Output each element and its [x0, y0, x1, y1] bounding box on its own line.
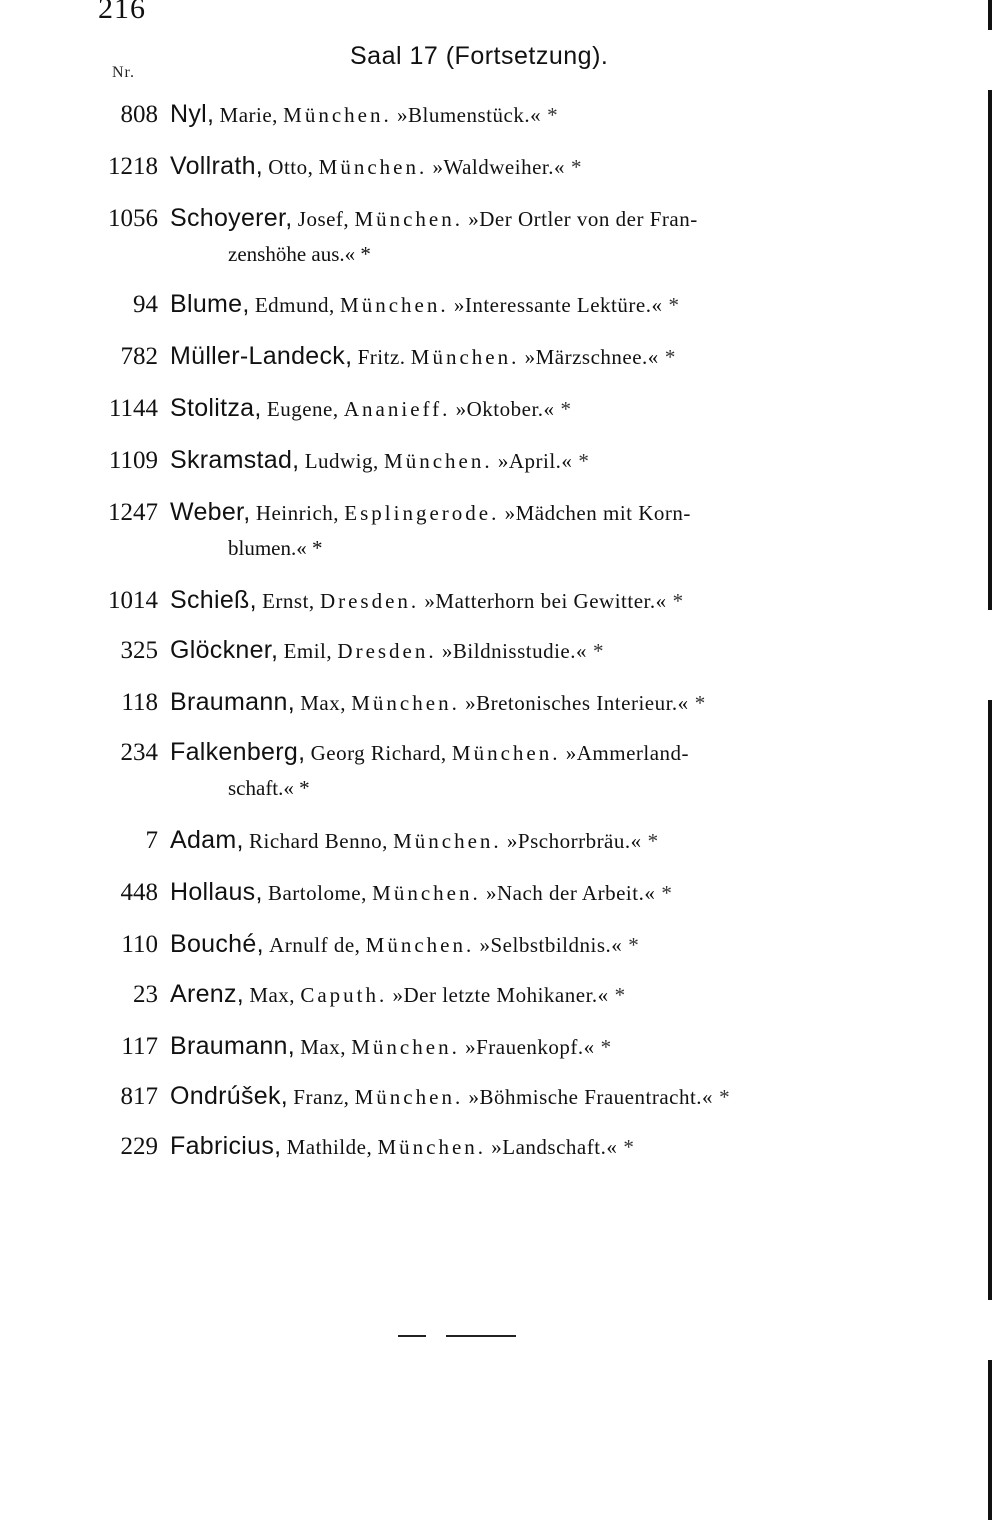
artwork-title: »Ammerland-: [565, 741, 690, 765]
entry-number: 1014: [108, 587, 158, 614]
artist-given-name: Edmund,: [254, 293, 335, 317]
artwork-title: »Matterhorn bei Gewitter.«: [424, 589, 667, 613]
artist-city: München.: [354, 207, 464, 231]
artist-given-name: Richard Benno,: [249, 829, 388, 853]
artist-given-name: Fritz.: [357, 345, 406, 369]
binding-mark: [988, 0, 992, 30]
entry-number: 234: [120, 739, 158, 766]
artist-given-name: Mathilde,: [286, 1135, 373, 1159]
end-rule-short: [398, 1335, 426, 1337]
asterisk-mark: *: [672, 589, 684, 613]
asterisk-mark: *: [628, 933, 639, 957]
artist-surname: Hollaus,: [170, 878, 263, 906]
artist-surname: Fabricius,: [170, 1132, 282, 1160]
artist-surname: Blume,: [170, 290, 250, 318]
artist-given-name: Marie,: [219, 103, 278, 127]
artist-given-name: Bartolome,: [267, 881, 367, 905]
running-title: Saal 17 (Fortsetzung).: [350, 42, 609, 70]
entry-number: 118: [121, 689, 158, 716]
catalog-entry: [0, 684, 900, 720]
column-label-nr: Nr.: [112, 64, 135, 81]
artist-given-name: Heinrich,: [255, 501, 340, 525]
artwork-title: »Nach der Arbeit.«: [485, 881, 656, 905]
asterisk-mark: *: [694, 691, 706, 715]
artwork-title: »Der letzte Mohikaner.«: [392, 983, 609, 1007]
artist-surname: Müller-Landeck,: [170, 342, 353, 370]
artist-city: Ananieff.: [343, 397, 451, 421]
artist-surname: Glöckner,: [170, 636, 279, 664]
artist-given-name: Georg Richard,: [310, 741, 447, 765]
entry-number: 7: [145, 827, 158, 854]
artist-city: München.: [365, 933, 475, 957]
entry-number: 817: [120, 1083, 158, 1110]
catalog-entry: [0, 1078, 900, 1114]
entry-number: 808: [120, 101, 158, 128]
artwork-title: »Böhmische Frauentracht.«: [468, 1085, 714, 1109]
catalog-entry: [0, 286, 900, 322]
asterisk-mark: *: [614, 983, 626, 1007]
artist-surname: Skramstad,: [170, 446, 300, 474]
asterisk-mark: *: [661, 881, 672, 905]
artist-city: München.: [384, 449, 493, 473]
artist-city: Dresden.: [319, 589, 420, 613]
artist-city: München.: [351, 1035, 460, 1059]
artwork-title: »Landschaft.«: [491, 1135, 618, 1159]
asterisk-mark: *: [664, 345, 676, 369]
artwork-title: »Oktober.«: [455, 397, 555, 421]
artist-city: München.: [372, 881, 481, 905]
artist-given-name: Max,: [300, 691, 346, 715]
artist-city: München.: [377, 1135, 487, 1159]
artist-city: München.: [451, 741, 561, 765]
asterisk-mark: *: [647, 829, 659, 853]
catalog-entry: [0, 734, 900, 806]
artist-surname: Braumann,: [170, 688, 295, 716]
entry-number: 110: [121, 931, 158, 958]
artist-city: München.: [410, 345, 520, 369]
catalog-entry: [0, 494, 900, 566]
artwork-title: »Der Ortler von der Fran-: [468, 207, 698, 231]
artist-city: Dresden.: [337, 639, 437, 663]
catalog-entry: [0, 1028, 900, 1064]
asterisk-mark: *: [571, 155, 582, 179]
entry-number: 1144: [108, 395, 158, 422]
entry-number: 782: [120, 343, 158, 370]
artist-given-name: Arnulf de,: [269, 933, 361, 957]
artist-city: München.: [318, 155, 428, 179]
catalog-entry: [0, 1128, 900, 1164]
artwork-title: »Frauenkopf.«: [465, 1035, 595, 1059]
entry-continuation: zenshöhe aus.« *: [228, 242, 371, 266]
artwork-title: »Mädchen mit Korn-: [504, 501, 691, 525]
artist-given-name: Emil,: [283, 639, 333, 663]
artwork-title: »Blumenstück.«: [397, 103, 542, 127]
artwork-title: »Waldweiher.«: [432, 155, 565, 179]
entry-number: 117: [121, 1033, 158, 1060]
entry-number: 1218: [108, 153, 158, 180]
catalog-entry: [0, 582, 900, 618]
artist-surname: Schoyerer,: [170, 204, 293, 232]
artist-city: München.: [354, 1085, 464, 1109]
catalog-entry: [0, 200, 900, 272]
catalog-entry: [0, 442, 900, 478]
binding-mark: [988, 1360, 992, 1520]
artist-given-name: Josef,: [297, 207, 350, 231]
artist-given-name: Max,: [249, 983, 296, 1007]
artist-city: München.: [351, 691, 460, 715]
end-rule-long: [446, 1335, 516, 1337]
artist-city: Caputh.: [300, 983, 388, 1007]
artist-surname: Stolitza,: [170, 394, 262, 422]
artist-given-name: Ludwig,: [304, 449, 379, 473]
artist-surname: Nyl,: [170, 100, 215, 128]
asterisk-mark: *: [623, 1135, 634, 1159]
artwork-title: »Pschorrbräu.«: [506, 829, 642, 853]
artist-surname: Adam,: [170, 826, 244, 854]
artist-given-name: Ernst,: [262, 589, 315, 613]
catalog-entry: [0, 96, 900, 132]
asterisk-mark: *: [547, 103, 558, 127]
artist-surname: Weber,: [170, 498, 251, 526]
catalog-entry: [0, 148, 900, 184]
artist-city: Esplingerode.: [344, 501, 500, 525]
artwork-title: »Märzschnee.«: [524, 345, 659, 369]
asterisk-mark: *: [600, 1035, 612, 1059]
artist-given-name: Max,: [300, 1035, 346, 1059]
artist-surname: Vollrath,: [170, 152, 264, 180]
asterisk-mark: *: [719, 1085, 730, 1109]
artist-given-name: Franz,: [293, 1085, 350, 1109]
artist-city: München.: [283, 103, 392, 127]
catalog-entry: [0, 390, 900, 426]
asterisk-mark: *: [578, 449, 589, 473]
entry-number: 1247: [108, 499, 158, 526]
artist-surname: Schieß,: [170, 586, 257, 614]
catalog-entry: [0, 632, 900, 668]
catalog-entry: [0, 926, 900, 962]
artist-surname: Braumann,: [170, 1032, 295, 1060]
binding-mark: [988, 90, 992, 610]
entry-number: 448: [120, 879, 158, 906]
artist-city: München.: [340, 293, 449, 317]
entry-number: 1056: [108, 205, 158, 232]
asterisk-mark: *: [668, 293, 679, 317]
artwork-title: »Selbstbildnis.«: [479, 933, 623, 957]
artwork-title: »Bretonisches Interieur.«: [465, 691, 689, 715]
catalog-entry: [0, 874, 900, 910]
artist-surname: Bouché,: [170, 930, 264, 958]
catalog-entry: [0, 976, 900, 1012]
entry-number: 325: [120, 637, 158, 664]
asterisk-mark: *: [593, 639, 604, 663]
asterisk-mark: *: [560, 397, 572, 421]
artist-surname: Ondrúšek,: [170, 1082, 289, 1110]
artwork-title: »Interessante Lektüre.«: [453, 293, 663, 317]
artwork-title: »April.«: [497, 449, 573, 473]
catalog-entry: [0, 822, 900, 858]
binding-mark: [988, 700, 992, 1300]
entry-number: 94: [133, 291, 158, 318]
artist-given-name: Eugene,: [266, 397, 339, 421]
entry-number: 1109: [108, 447, 158, 474]
entry-continuation: schaft.« *: [228, 776, 310, 800]
artist-city: München.: [393, 829, 502, 853]
page-binding-edge: [986, 0, 996, 1523]
artist-surname: Arenz,: [170, 980, 245, 1008]
artwork-title: »Bildnisstudie.«: [441, 639, 587, 663]
catalog-entry: [0, 338, 900, 374]
page-number: 216: [98, 0, 146, 25]
entry-number: 229: [120, 1133, 158, 1160]
entry-number: 23: [133, 981, 158, 1008]
artist-given-name: Otto,: [268, 155, 314, 179]
artist-surname: Falkenberg,: [170, 738, 306, 766]
entry-continuation: blumen.« *: [228, 536, 323, 560]
